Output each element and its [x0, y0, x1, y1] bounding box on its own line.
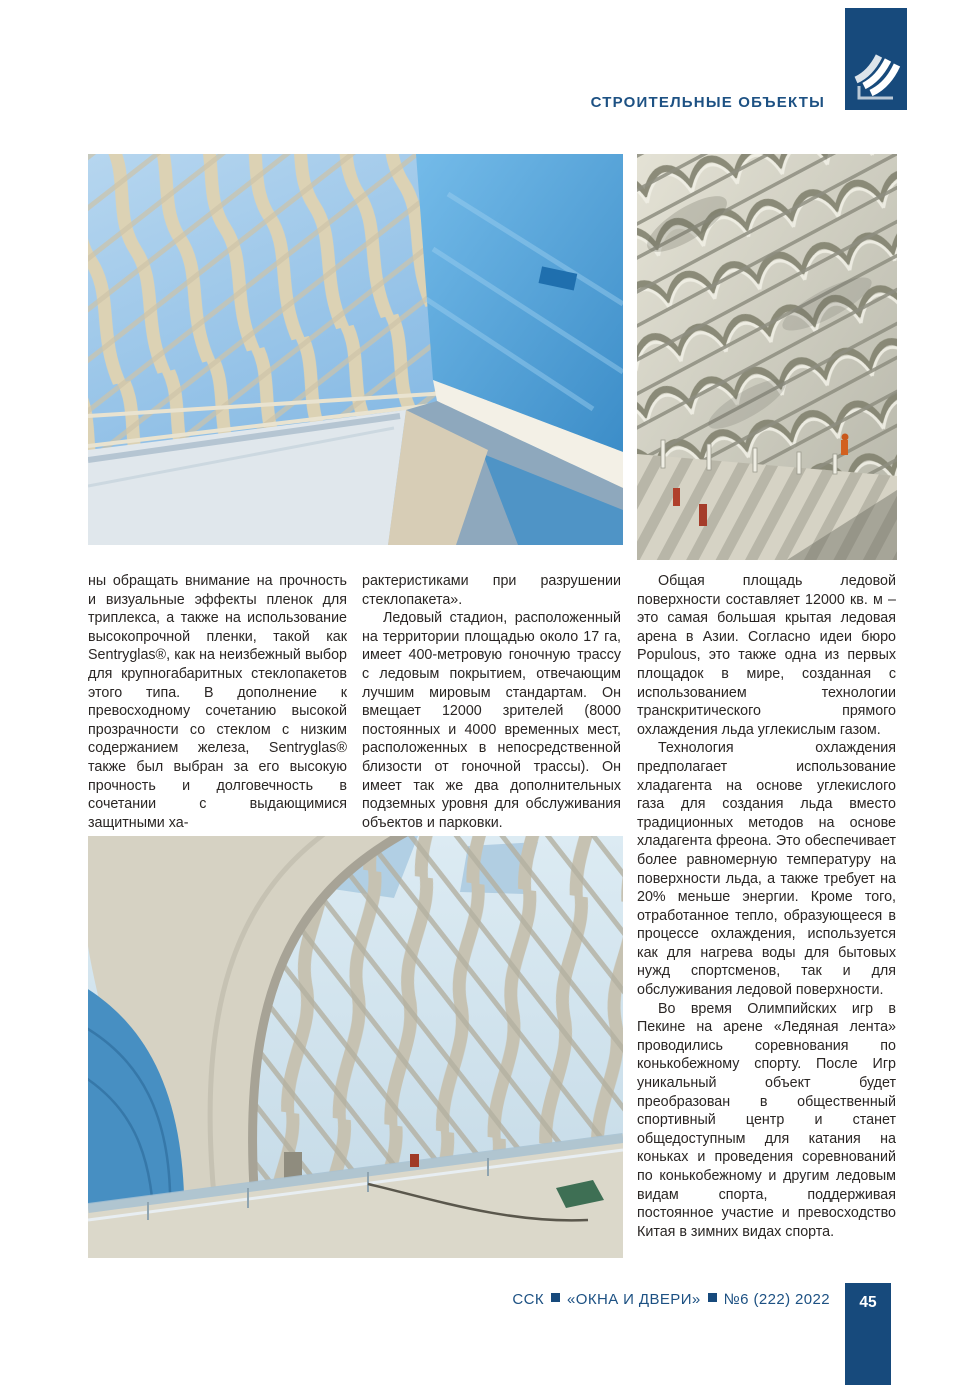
section-heading: СТРОИТЕЛЬНЫЕ ОБЪЕКТЫ	[590, 94, 825, 111]
footer-magazine-title: «ОКНА И ДВЕРИ»	[567, 1291, 701, 1308]
paragraph: ны обращать внимание на прочность и визуальные эффекты пленок для триплекса, а также на использование высокопрочной пленки, такой как Sentryglas®, как на неизбежный выбор для крупногабаритных стеклопакетов этого типа. В дополнение к превосходному сочетанию высокой прозрачности со стеклом с низким содержанием железа, Sentryglas® также был выбран за его высокую прочность и долговечность в сочетании с выдающимися защитными ха-	[88, 573, 347, 831]
footer	[0, 1291, 830, 1308]
window-ribbons-logo-icon	[845, 8, 907, 110]
paragraph: рактеристиками при разрушении стеклопакета».	[362, 573, 621, 608]
photo-facade-interior	[88, 154, 623, 545]
page-number: 45	[859, 1294, 877, 1311]
footer-issue: №6 (222) 2022	[723, 1291, 830, 1308]
photo-facade-exterior	[637, 154, 897, 560]
paragraph: Технология охлаждения предполагает использование хладагента на основе углекислого газа для создания льда вместо традиционных методов на основе хладагента фреона. Это обеспечивает более равномерную температуру на поверхности льда, а также требует на 20% меньше энергии. Кроме того, отработанное тепло, образующееся в процессе охлаждения, используется как для нагрева воды для бытовых нужд спортсменов, так и для обслуживания ледовой поверхности.	[637, 740, 896, 999]
paragraph: Во время Олимпийских игр в Пекине на арене «Ледяная лента» проводились соревнования по конькобежному спорту. После Игр уникальный объект будет преобразован в общественный спортивный центр и станет общедоступным для катания на коньках и проведения соревнований по конькобежному и другим ледовым видам спорта, поддерживая постоянное участие и превосходство Китая в зимних видах спорта.	[637, 1000, 896, 1240]
footer-publisher: ССК	[512, 1291, 545, 1308]
photo-gallery-interior	[88, 836, 623, 1258]
article-column-3	[637, 572, 896, 1241]
page-number-badge	[845, 1283, 891, 1385]
article-column-2	[362, 572, 621, 832]
paragraph: Ледовый стадион, расположенный на территории площадью около 17 га, имеет 400-метровую гоночную трассу с ледовым покрытием, отвечающим лучшим мировым стандартам. Он вмещает 12000 зрителей (8000 постоянных и 4000 временных мест, расположенных в непосредственной близости от гоночной трассы). Он имеет так же два дополнительных подземных уровня для обслуживания объектов и парковки.	[362, 610, 621, 831]
article-column-1	[88, 572, 347, 832]
magazine-logo	[845, 8, 907, 110]
square-bullet-icon	[708, 1293, 717, 1302]
square-bullet-icon	[551, 1293, 560, 1302]
paragraph: Общая площадь ледовой поверхности составляет 12000 кв. м – это самая большая крытая ледовая арена в Азии. Согласно идеи бюро Populous, это также одна из первых площадок в мире, созданная с использованием технологии транскритического прямого охлаждения льда углекислым газом.	[637, 573, 896, 738]
